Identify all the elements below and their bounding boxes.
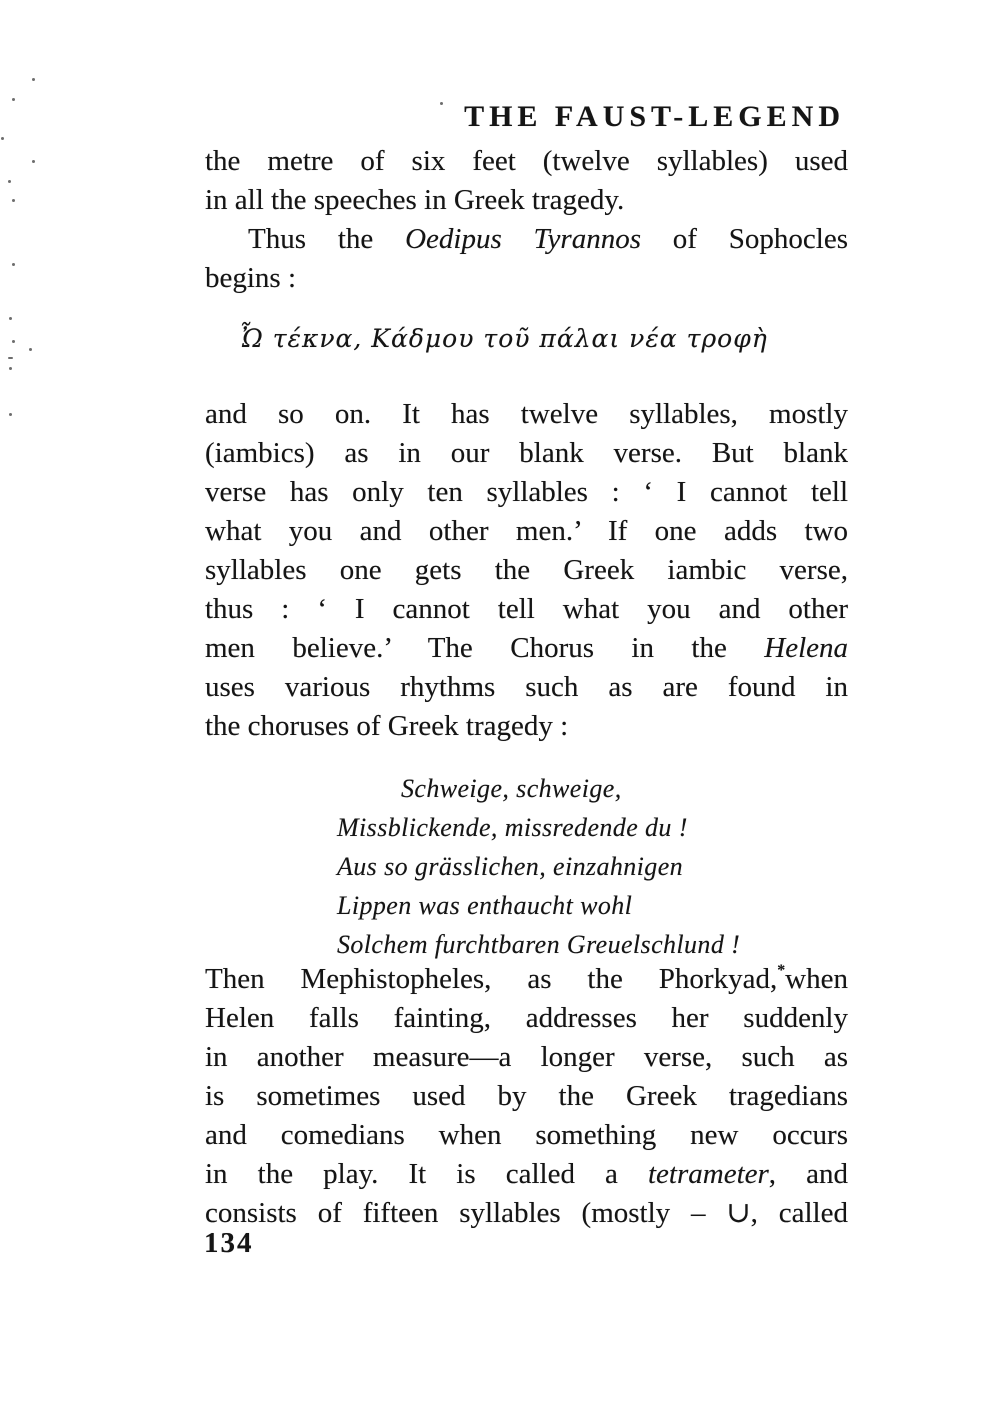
scan-speckle [9, 413, 12, 416]
scan-speckle [9, 317, 12, 320]
scan-speckle [8, 357, 13, 359]
book-title-oedipus: Oedipus Tyrannos [405, 223, 641, 255]
scan-speckle [9, 367, 12, 370]
text-line: the choruses of Greek tragedy : [205, 710, 569, 742]
text-line [205, 960, 848, 999]
text-segment: when [785, 963, 848, 995]
paragraph-mephistopheles [205, 960, 848, 1233]
scan-speckle [1, 137, 4, 140]
book-title-helena: Helena [764, 632, 848, 664]
greek-quote: Ὦ τέκνα, Κάδμου τοῦ πάλαι νέα τροφὴ [239, 324, 768, 353]
page-number: 134 [204, 1227, 254, 1259]
verse-line: Lippen was enthaucht wohl [337, 891, 633, 920]
text-line: in another measure—a longer verse, such as [205, 1041, 848, 1073]
text-segment: of Sophocles [640, 223, 848, 255]
verse-line: Aus so grässlichen, einzahnigen [337, 852, 684, 881]
scan-speckle [12, 340, 15, 343]
text-segment: in the play. It is called a [205, 1158, 648, 1190]
footnote-asterisk: * [777, 962, 786, 980]
text-line: what you and other men.’ If one adds two [205, 515, 848, 547]
text-line: the metre of six feet (twelve syllables) used [205, 145, 848, 177]
text-segment: Then Mephistopheles, as the Phorkyad, [205, 963, 778, 995]
verse-line: Solchem furchtbaren Greuelschlund ! [337, 930, 741, 959]
text-segment: , and [768, 1158, 848, 1190]
text-line: thus : ‘ I cannot tell what you and other [205, 593, 848, 625]
text-line [205, 220, 848, 259]
text-line: and comedians when something new occurs [205, 1119, 848, 1151]
text-line: and so on. It has twelve syllables, mostly [205, 398, 848, 430]
text-line: in all the speeches in Greek tragedy. [205, 184, 625, 216]
scan-speckle [12, 98, 15, 101]
text-line: (iambics) as in our blank verse. But blank [205, 437, 848, 469]
scan-speckle [29, 348, 32, 351]
scan-speckle [32, 78, 35, 81]
text-line: consists of fifteen syllables (mostly – ∪, called [205, 1197, 848, 1229]
verse-line: Schweige, schweige, [401, 774, 622, 803]
text-segment: Thus the [248, 223, 406, 255]
running-head-title: THE FAUST-LEGEND [464, 100, 845, 133]
verse-line: Missblickende, missredende du ! [337, 813, 688, 842]
text-line [205, 629, 848, 668]
paragraph-metre [205, 142, 848, 298]
text-line [205, 1155, 848, 1194]
scan-speckle [12, 263, 15, 266]
text-line: uses various rhythms such as are found in [205, 671, 848, 703]
text-line: Helen falls fainting, addresses her suddenly [205, 1002, 848, 1034]
text-line: is sometimes used by the Greek tragedians [205, 1080, 848, 1112]
text-line: verse has only ten syllables : ‘ I cannot tell [205, 476, 848, 508]
german-verse-quote [337, 769, 817, 964]
paragraph-syllables [205, 395, 848, 746]
scan-speckle [12, 199, 15, 202]
scan-speckle [8, 180, 11, 183]
text-segment: men believe.’ The Chorus in the [205, 632, 765, 664]
text-line: syllables one gets the Greek iambic verse, [205, 554, 848, 586]
scan-speckle [32, 160, 35, 163]
text-line: begins : [205, 262, 297, 294]
term-tetrameter: tetrameter [647, 1158, 769, 1190]
